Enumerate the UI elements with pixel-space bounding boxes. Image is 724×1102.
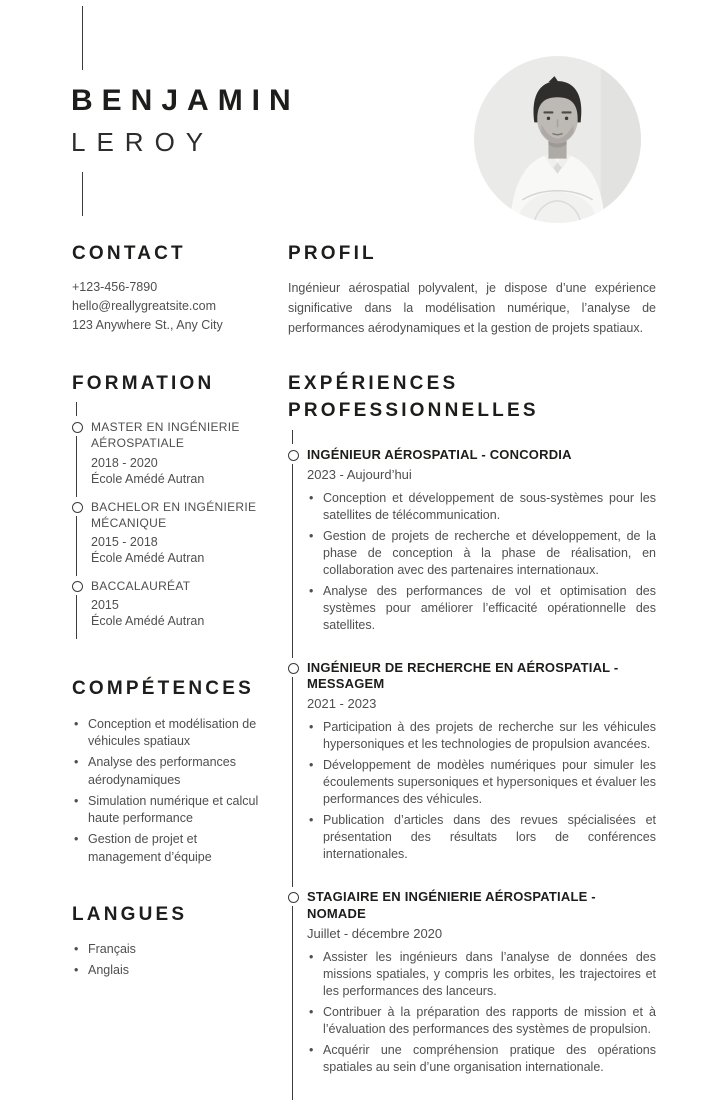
job-bullet: • Publication d’articles dans des revues spécialisées et présentation des résultats lors de conférences internationales.	[307, 812, 656, 863]
portrait-illustration	[474, 56, 641, 223]
contact-address: 123 Anywhere St., Any City	[72, 318, 223, 333]
job-bullet: • Participation à des projets de recherche sur les véhicules hypersoniques et les technologies de propulsion avancées.	[307, 719, 656, 753]
job-bullet: • Développement de modèles numériques pour simuler les écoulements supersoniques et hypersoniques et évaluer les performances des véhicules.	[307, 757, 656, 808]
job-bullet-list	[307, 949, 656, 1076]
job-bullet: • Contribuer à la préparation des rapports de mission et à l’évaluation des performances des systèmes de propulsion.	[307, 1004, 656, 1038]
education-entry	[72, 419, 272, 498]
contact-email: hello@reallygreatsite.com	[72, 298, 217, 313]
profil-text: Ingénieur aérospatial polyvalent, je dispose d’une expérience significative dans la modélisation numérique, l’analyse de performances aérodynamiques et la gestion de projets spatiaux.	[288, 280, 656, 335]
experiences-heading-line1: EXPÉRIENCES	[288, 372, 459, 394]
job-dates: Juillet - décembre 2020	[307, 926, 443, 942]
degree-school: École Amédé Autran	[91, 614, 205, 629]
language-item: • Anglais	[72, 962, 272, 980]
job-bullet: • Acquérir une compréhension pratique des opérations spatiales au sein d’une organisation internationale.	[307, 1042, 656, 1076]
job-entry	[288, 447, 656, 660]
contact-phone: +123-456-7890	[72, 279, 158, 294]
timeline-lead-line	[76, 402, 77, 416]
job-entry	[288, 889, 656, 1102]
skills-list	[72, 716, 272, 867]
job-bullet: • Conception et développement de sous-systèmes pour les satellites de télécommunication.	[307, 490, 656, 524]
degree-title: BACHELOR EN INGÉNIERIE MÉCANIQUE	[91, 499, 257, 530]
first-name: BENJAMIN	[71, 84, 300, 117]
degree-dates: 2018 - 2020	[91, 455, 158, 470]
language-item: • Français	[72, 941, 272, 959]
job-dates: 2023 - Aujourd’hui	[307, 466, 412, 482]
job-entry	[288, 660, 656, 890]
job-dates: 2021 - 2023	[307, 696, 377, 712]
competences-heading: COMPÉTENCES	[72, 678, 254, 700]
contact-heading: CONTACT	[72, 243, 186, 264]
job-bullet-list	[307, 719, 656, 863]
education-entry	[72, 499, 272, 578]
degree-dates: 2015 - 2018	[91, 534, 158, 549]
degree-title: BACCALAURÉAT	[91, 578, 191, 593]
timeline-lead-line	[292, 430, 293, 444]
sidebar-column	[72, 240, 272, 983]
education-entry	[72, 578, 272, 641]
header-top-rule	[82, 6, 83, 70]
job-bullet: • Gestion de projets de recherche et développement, de la phase de conception à la phase de réalisation, en collaboration avec des partenaires internationaux.	[307, 528, 656, 579]
profile-photo	[474, 56, 641, 223]
experiences-heading	[288, 370, 656, 425]
header-bottom-rule	[82, 172, 83, 216]
skill-item: • Gestion de projet et management d’équipe	[72, 831, 272, 867]
skill-item: • Simulation numérique et calcul haute performance	[72, 793, 272, 829]
skill-item: • Analyse des performances aérodynamiques	[72, 754, 272, 790]
job-bullet-list	[307, 490, 656, 634]
job-title: INGÉNIEUR AÉROSPATIAL - CONCORDIA	[307, 446, 572, 462]
job-bullet: • Assister les ingénieurs dans l’analyse de données des missions spatiales, y compris les orbites, les trajectoires et les performances des lanceurs.	[307, 949, 656, 1000]
degree-dates: 2015	[91, 598, 119, 613]
langues-heading: LANGUES	[72, 903, 188, 925]
profil-heading: PROFIL	[288, 243, 377, 264]
degree-school: École Amédé Autran	[91, 471, 205, 486]
formation-heading: FORMATION	[72, 372, 215, 394]
experiences-heading-line2: PROFESSIONNELLES	[288, 400, 539, 422]
main-column	[288, 240, 656, 1102]
degree-school: École Amédé Autran	[91, 550, 205, 565]
skill-item: • Conception et modélisation de véhicules spatiaux	[72, 716, 272, 752]
job-bullet: • Analyse des performances de vol et optimisation des systèmes pour améliorer l’efficacité opérationnelle des satellites.	[307, 583, 656, 634]
job-title: STAGIAIRE EN INGÉNIERIE AÉROSPATIALE - NOMADE	[307, 889, 596, 922]
job-title: INGÉNIEUR DE RECHERCHE EN AÉROSPATIAL - MESSAGEM	[307, 659, 619, 692]
languages-list	[72, 941, 272, 980]
last-name: LEROY	[71, 127, 215, 157]
degree-title: MASTER EN INGÉNIERIE AÉROSPATIALE	[91, 420, 240, 451]
